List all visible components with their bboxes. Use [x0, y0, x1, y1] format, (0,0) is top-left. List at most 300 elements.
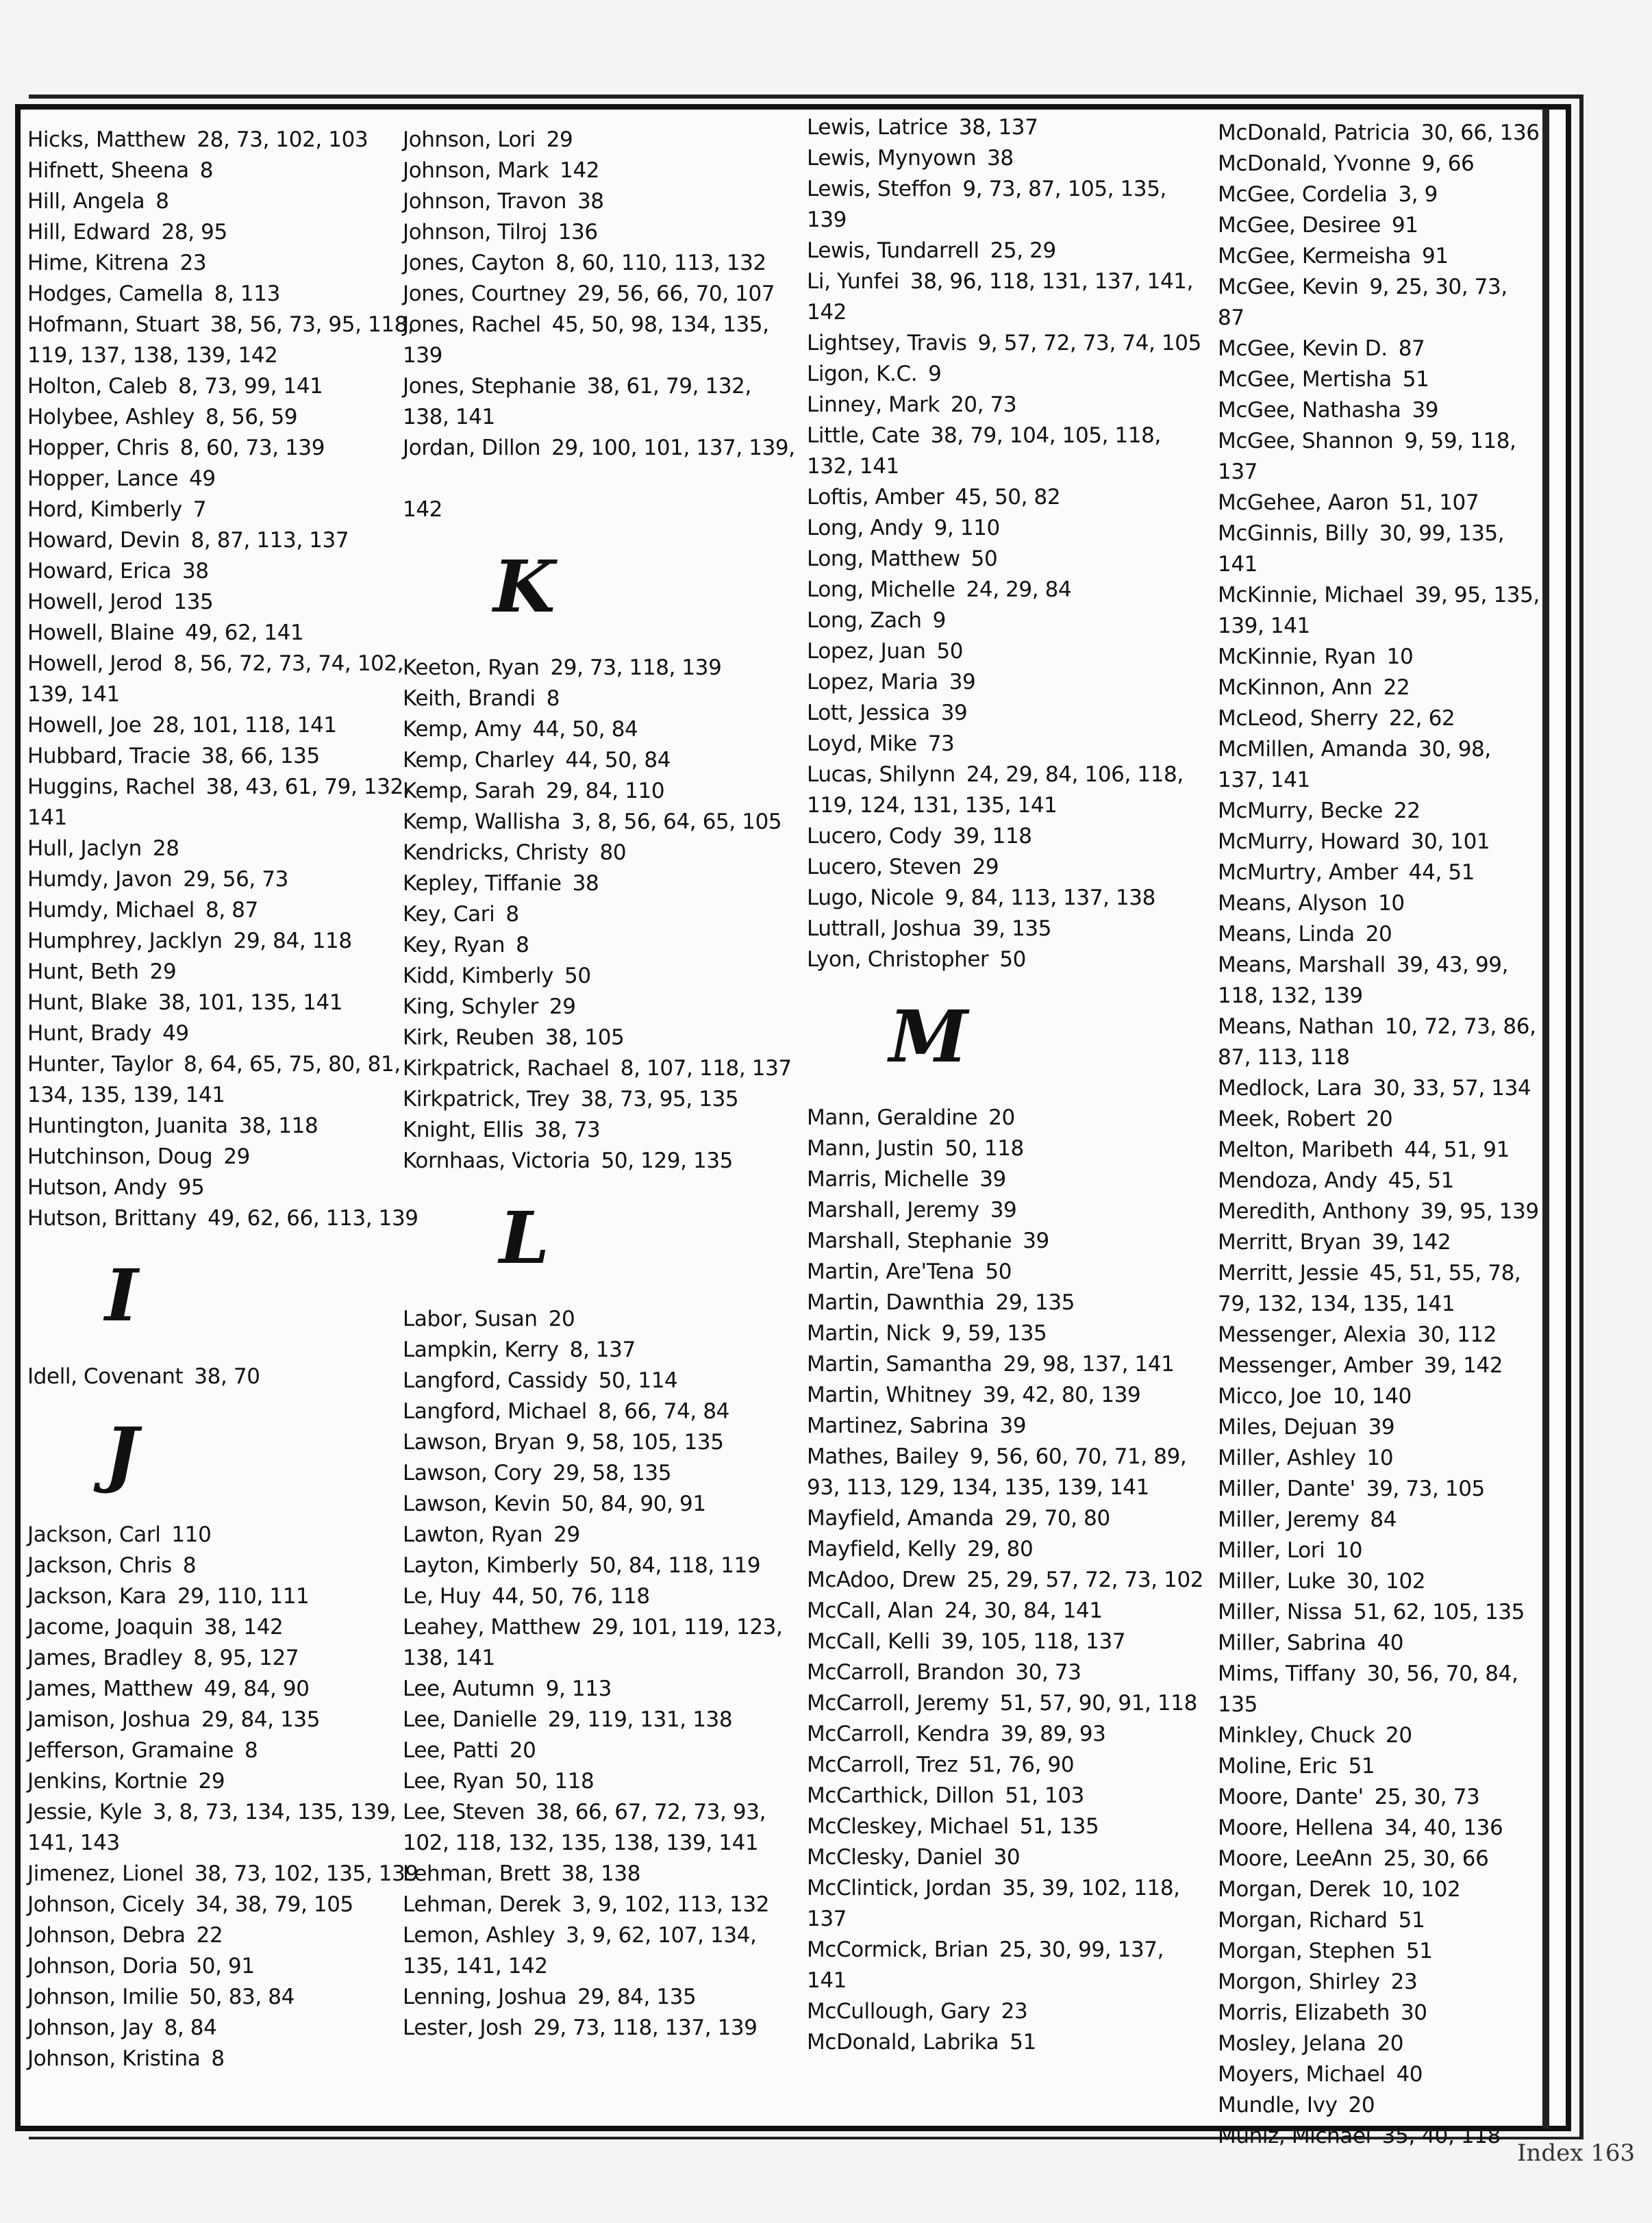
entry-pages: 30, 99, 135, 141 — [1218, 521, 1505, 577]
entry-pages: 22 — [1393, 799, 1421, 823]
entry-pages: 8 — [211, 2046, 225, 2071]
index-entry — [807, 1164, 1207, 1195]
index-entry — [403, 1674, 803, 1705]
index-entry — [403, 776, 803, 807]
index-entry — [27, 1142, 428, 1172]
entry-pages: 10, 72, 73, 86, 87, 113, 118 — [1218, 1014, 1536, 1070]
entry-name: Lewis, Latrice — [807, 115, 948, 140]
entry-name: Howard, Erica — [27, 559, 171, 583]
index-entry — [403, 807, 803, 838]
index-entry — [1218, 1535, 1540, 1566]
entry-name: Moore, Dante' — [1218, 1785, 1364, 1809]
index-entry — [1218, 118, 1540, 149]
entry-name: Howell, Joe — [27, 713, 142, 738]
entry-name: Johnson, Imilie — [27, 1985, 179, 2009]
entry-pages: 30, 112 — [1417, 1322, 1497, 1347]
index-entry — [807, 883, 1207, 914]
entry-pages: 20 — [548, 1307, 575, 1331]
entry-name: Keeton, Ryan — [403, 655, 540, 680]
index-entry — [403, 2013, 803, 2044]
entry-pages: 9, 59, 118, 137 — [1218, 429, 1516, 484]
entry-name: Lightsey, Travis — [807, 331, 967, 355]
entry-name: McCleskey, Michael — [807, 1814, 1009, 1839]
entry-pages: 8, 60, 73, 139 — [179, 436, 325, 460]
entry-pages: 51 — [1348, 1754, 1375, 1779]
entry-pages: 20 — [1377, 2031, 1404, 2056]
index-column-2 — [403, 125, 803, 2111]
entry-name: Miller, Dante' — [1218, 1477, 1355, 1501]
entry-pages: 39, 95, 135, 139, 141 — [1218, 583, 1540, 638]
index-entry — [807, 1442, 1207, 1503]
entry-pages: 50 — [564, 964, 591, 988]
entry-name: Langford, Michael — [403, 1399, 587, 1424]
index-entry — [403, 1146, 803, 1177]
section-letter: M — [888, 994, 968, 1079]
entry-name: McGee, Kevin D. — [1218, 336, 1388, 361]
entry-name: Miller, Ashley — [1218, 1446, 1356, 1470]
entry-pages: 20 — [1366, 1107, 1393, 1131]
entry-name: Kirk, Reuben — [403, 1025, 534, 1050]
entry-pages: 45, 50, 82 — [955, 485, 1061, 510]
entry-pages: 29, 110, 111 — [177, 1584, 310, 1609]
index-entry — [807, 1103, 1207, 1133]
entry-name: McCullough, Gary — [807, 1999, 990, 2024]
entry-name: Miller, Nissa — [1218, 1600, 1343, 1624]
entry-pages: 38, 43, 61, 79, 132, 141 — [27, 775, 410, 830]
entry-name: Huggins, Rachel — [27, 775, 195, 799]
entry-pages: 39, 142 — [1423, 1353, 1503, 1378]
index-entry — [807, 1842, 1207, 1873]
entry-pages: 9, 113 — [545, 1676, 612, 1701]
index-entry — [27, 1172, 428, 1203]
entry-name: Lee, Patti — [403, 1738, 499, 1763]
entry-pages: 9 — [928, 362, 942, 386]
entry-pages: 29 — [223, 1144, 250, 1169]
entry-pages: 29, 58, 135 — [553, 1461, 672, 1485]
entry-pages: 29 — [546, 127, 573, 152]
index-entry — [403, 1735, 803, 1766]
entry-name: Howard, Devin — [27, 528, 180, 553]
entry-name: Lucero, Cody — [807, 824, 942, 849]
index-entry — [27, 1889, 428, 1920]
entry-pages: 30 — [1400, 2000, 1427, 2025]
entry-name: Jackson, Chris — [27, 1553, 172, 1578]
entry-pages: 9, 110 — [934, 516, 1000, 540]
index-entry — [1218, 1412, 1540, 1443]
entry-name: Hifnett, Sheena — [27, 158, 189, 183]
section-letter: K — [493, 544, 555, 629]
entry-name: Means, Linda — [1218, 922, 1355, 946]
entry-pages: 73 — [927, 731, 955, 756]
entry-name: Hodges, Camella — [27, 281, 203, 306]
index-entry — [27, 1951, 428, 1982]
entry-pages: 20 — [1348, 2093, 1375, 2118]
index-entry — [1218, 857, 1540, 888]
entry-name: McMurtry, Amber — [1218, 860, 1398, 885]
entry-pages: 29, 119, 131, 138 — [547, 1707, 733, 1732]
index-entry — [1218, 2029, 1540, 2059]
entry-pages: 29 — [198, 1769, 225, 1794]
entry-name: Little, Cate — [807, 423, 920, 448]
entry-name: Knight, Ellis — [403, 1118, 524, 1142]
entry-pages: 3, 9, 62, 107, 134, 135, 141, 142 — [403, 1923, 757, 1979]
index-entry — [807, 1596, 1207, 1627]
index-entry — [27, 125, 428, 155]
index-entry — [807, 914, 1207, 944]
index-entry — [1218, 1505, 1540, 1535]
entry-pages: 38, 56, 73, 95, 118, 119, 137, 138, 139, 142 — [27, 312, 414, 368]
entry-name: Lee, Autumn — [403, 1676, 535, 1701]
entry-name: McCarthick, Dillon — [807, 1783, 994, 1808]
entry-pages: 24, 30, 84, 141 — [944, 1598, 1103, 1623]
entry-pages: 39, 43, 99, 118, 132, 139 — [1218, 953, 1509, 1008]
entry-pages: 28 — [152, 836, 179, 861]
section-letter: J — [104, 1411, 139, 1496]
index-entry — [27, 1018, 428, 1049]
entry-name: Johnson, Debra — [27, 1923, 186, 1948]
index-entry — [27, 556, 428, 587]
entry-name: McCarroll, Jeremy — [807, 1691, 989, 1716]
index-entry — [1218, 334, 1540, 364]
entry-pages: 50, 83, 84 — [189, 1985, 295, 2009]
index-entry — [1218, 703, 1540, 734]
entry-pages: 39, 142 — [1371, 1230, 1451, 1255]
entry-name: McMillen, Amanda — [1218, 737, 1408, 762]
index-entry — [1218, 2059, 1540, 2090]
index-entry — [403, 1458, 803, 1489]
index-entry — [1218, 1474, 1540, 1505]
entry-pages: 49, 84, 90 — [203, 1676, 310, 1701]
index-entry — [403, 279, 803, 310]
entry-name: Miller, Lori — [1218, 1538, 1325, 1563]
entry-pages: 30, 101 — [1410, 829, 1490, 854]
index-entry — [807, 1133, 1207, 1164]
entry-name: Huntington, Juanita — [27, 1114, 228, 1138]
entry-name: Jones, Cayton — [403, 251, 545, 275]
index-entry — [807, 1195, 1207, 1226]
index-entry — [807, 236, 1207, 266]
index-column-3 — [807, 112, 1207, 2098]
entry-pages: 8, 87 — [205, 898, 258, 922]
index-entry — [27, 1643, 428, 1674]
entry-pages: 8 — [199, 158, 214, 183]
index-entry — [1218, 1751, 1540, 1782]
index-entry — [27, 310, 428, 371]
entry-pages: 8 — [182, 1553, 197, 1578]
entry-name: Mims, Tiffany — [1218, 1661, 1356, 1686]
entry-pages: 50, 84, 118, 119 — [589, 1553, 761, 1578]
index-entry — [1218, 488, 1540, 518]
entry-pages: 142 — [560, 158, 600, 183]
entry-pages: 38, 142 — [203, 1615, 284, 1640]
entry-name: Johnson, Kristina — [27, 2046, 201, 2071]
index-entry — [403, 1396, 803, 1427]
entry-name: Langford, Cassidy — [403, 1368, 588, 1393]
entry-pages: 50 — [971, 547, 998, 571]
index-entry — [27, 1920, 428, 1951]
index-entry — [403, 838, 803, 868]
entry-name: Lewis, Mynyown — [807, 146, 977, 171]
entry-name: Micco, Joe — [1218, 1384, 1322, 1409]
entry-pages: 29 — [972, 855, 999, 879]
entry-name: Kemp, Charley — [403, 748, 555, 773]
index-entry — [403, 1581, 803, 1612]
entry-name: Morgan, Stephen — [1218, 1939, 1395, 1963]
entry-name: Long, Zach — [807, 608, 922, 633]
index-entry — [403, 186, 803, 217]
index-entry — [1218, 1936, 1540, 1967]
entry-pages: 24, 29, 84 — [966, 577, 1072, 602]
entry-name: Miller, Jeremy — [1218, 1507, 1360, 1532]
entry-pages: 38, 96, 118, 131, 137, 141, 142 — [807, 269, 1194, 325]
entry-pages: 38, 101, 135, 141 — [158, 990, 343, 1015]
entry-pages: 34, 40, 136 — [1384, 1816, 1503, 1840]
entry-name: Kemp, Sarah — [403, 779, 536, 803]
entry-name: Jackson, Carl — [27, 1522, 161, 1547]
index-entry — [807, 112, 1207, 143]
entry-pages: 49, 62, 141 — [185, 620, 304, 645]
entry-name: Lucero, Steven — [807, 855, 962, 879]
entry-pages: 51, 135 — [1019, 1814, 1099, 1839]
index-entry — [1218, 888, 1540, 919]
entry-name: Hopper, Lance — [27, 466, 178, 491]
index-entry — [27, 1550, 428, 1581]
entry-pages: 3, 9, 102, 113, 132 — [571, 1892, 770, 1917]
entry-name: Linney, Mark — [807, 392, 940, 417]
entry-name: Lopez, Juan — [807, 639, 926, 664]
entry-name: Humdy, Javon — [27, 867, 173, 892]
entry-name: Lugo, Nicole — [807, 886, 934, 910]
index-entry — [403, 433, 803, 464]
index-entry — [807, 266, 1207, 328]
index-entry — [1218, 580, 1540, 642]
entry-name: Hord, Kimberly — [27, 497, 182, 522]
entry-name: Kirkpatrick, Trey — [403, 1087, 570, 1112]
entry-name: Jordan, Dillon — [403, 436, 541, 460]
entry-pages: 29, 101, 119, 123, 138, 141 — [403, 1615, 783, 1670]
index-entry — [27, 433, 428, 464]
entry-pages: 28, 101, 118, 141 — [152, 713, 337, 738]
entry-name: Jackson, Kara — [27, 1584, 166, 1609]
entry-name: Ligon, K.C. — [807, 362, 918, 386]
index-entry — [807, 821, 1207, 852]
index-entry — [27, 741, 428, 772]
entry-name: Meredith, Anthony — [1218, 1199, 1410, 1224]
entry-pages: 44, 50, 84 — [532, 717, 638, 742]
entry-pages: 8 — [505, 902, 519, 927]
entry-name: Labor, Susan — [403, 1307, 538, 1331]
entry-pages: 3, 9 — [1398, 182, 1438, 207]
index-entry — [27, 710, 428, 741]
index-entry — [403, 1705, 803, 1735]
entry-pages: 10 — [1378, 891, 1405, 916]
entry-name: Holybee, Ashley — [27, 405, 195, 429]
index-entry — [403, 1084, 803, 1115]
entry-pages: 50, 118 — [514, 1769, 595, 1794]
index-entry — [27, 833, 428, 864]
entry-name: Mayfield, Kelly — [807, 1537, 957, 1561]
index-entry — [403, 745, 803, 776]
entry-name: Johnson, Tilroj — [403, 220, 547, 244]
entry-pages: 8, 73, 99, 141 — [178, 374, 323, 399]
entry-name: Lenning, Joshua — [403, 1985, 567, 2009]
entry-pages: 8, 107, 118, 137 — [620, 1056, 792, 1081]
entry-pages: 39, 89, 93 — [1000, 1722, 1106, 1746]
entry-pages: 49 — [189, 466, 216, 491]
index-entry — [1218, 364, 1540, 395]
entry-pages: 10, 140 — [1332, 1384, 1412, 1409]
entry-pages: 39 — [1412, 398, 1439, 423]
entry-name: Hutson, Brittany — [27, 1206, 197, 1231]
entry-name: Merritt, Jessie — [1218, 1261, 1359, 1285]
entry-name: Howell, Jerod — [27, 590, 163, 614]
entry-name: McDonald, Patricia — [1218, 121, 1410, 145]
entry-pages: 23 — [1001, 1999, 1028, 2024]
index-entry — [27, 279, 428, 310]
entry-pages: 29, 84, 118 — [233, 929, 352, 953]
entry-name: Johnson, Travon — [403, 189, 566, 214]
entry-name: Loftis, Amber — [807, 485, 944, 510]
entry-name: Means, Marshall — [1218, 953, 1386, 977]
entry-pages: 51, 62, 105, 135 — [1353, 1600, 1525, 1624]
index-entry — [807, 729, 1207, 759]
entry-name: Johnson, Lori — [403, 127, 536, 152]
index-entry — [807, 174, 1207, 236]
entry-pages: 25, 30, 73 — [1374, 1785, 1480, 1809]
index-entry — [807, 1811, 1207, 1842]
entry-name: McGee, Kermeisha — [1218, 244, 1411, 268]
entry-name: McGehee, Aaron — [1218, 490, 1389, 515]
entry-pages: 91 — [1422, 244, 1449, 268]
entry-name: Idell, Covenant — [27, 1364, 184, 1389]
index-entry — [1218, 1443, 1540, 1474]
page-folio: Index 163 — [1517, 2139, 1636, 2167]
entry-name: Martin, Samantha — [807, 1352, 992, 1377]
entry-pages: 8, 64, 65, 75, 80, 81, 134, 135, 139, 141 — [27, 1052, 401, 1107]
entry-name: Kemp, Amy — [403, 717, 522, 742]
entry-pages: 20 — [1365, 922, 1392, 946]
entry-pages: 30, 73 — [1015, 1660, 1081, 1685]
index-entry — [1218, 179, 1540, 210]
entry-pages: 29, 56, 73 — [183, 867, 288, 892]
entry-pages: 9, 25, 30, 73, 87 — [1218, 275, 1507, 330]
index-entry — [1218, 1813, 1540, 1844]
entry-name: Mendoza, Andy — [1218, 1168, 1377, 1193]
entry-name: Moore, Hellena — [1218, 1816, 1374, 1840]
index-entry — [807, 143, 1207, 174]
entry-pages: 8, 87, 113, 137 — [190, 528, 349, 553]
entry-name: McGee, Mertisha — [1218, 367, 1392, 392]
entry-name: Jacome, Joaquin — [27, 1615, 193, 1640]
section-letter: L — [499, 1196, 550, 1280]
index-entry — [27, 864, 428, 895]
entry-name: Howell, Jerod — [27, 651, 163, 676]
entry-name: McKinnon, Ann — [1218, 675, 1373, 700]
index-entry — [1218, 1659, 1540, 1720]
entry-pages: 39, 118 — [953, 824, 1032, 849]
entry-name: Moline, Eric — [1218, 1754, 1338, 1779]
index-entry — [1218, 1166, 1540, 1196]
index-entry — [1218, 642, 1540, 673]
entry-name: McGee, Kevin — [1218, 275, 1359, 299]
entry-name: Meek, Robert — [1218, 1107, 1355, 1131]
entry-pages: 20, 73 — [950, 392, 1017, 417]
entry-pages: 39, 73, 105 — [1366, 1477, 1485, 1501]
entry-name: Lemon, Ashley — [403, 1923, 555, 1948]
index-entry — [403, 653, 803, 683]
entry-name: Johnson, Jay — [27, 2015, 153, 2040]
entry-pages: 29, 98, 137, 141 — [1003, 1352, 1175, 1377]
entry-name: Kornhaas, Victoria — [403, 1148, 590, 1173]
index-entry — [27, 1735, 428, 1766]
entry-name: Jamison, Joshua — [27, 1707, 190, 1732]
entry-name: McLeod, Sherry — [1218, 706, 1379, 731]
entry-name: Hicks, Matthew — [27, 127, 186, 152]
entry-pages: 38, 79, 104, 105, 118, 132, 141 — [807, 423, 1161, 479]
entry-pages: 38, 137 — [958, 115, 1038, 140]
entry-name: Johnson, Doria — [27, 1954, 178, 1979]
entry-pages: 39, 135 — [972, 916, 1052, 941]
section-letter: I — [105, 1253, 138, 1337]
index-entry — [403, 1115, 803, 1146]
frame-edge — [1542, 108, 1549, 2128]
index-entry — [403, 1889, 803, 1920]
entry-name: McClintick, Jordan — [807, 1876, 992, 1900]
entry-name: Marris, Michelle — [807, 1167, 969, 1192]
entry-pages: 38, 66, 135 — [201, 744, 320, 768]
index-entry — [1218, 1998, 1540, 2029]
entry-pages: 51 — [1405, 1939, 1433, 1963]
entry-pages: 30 — [993, 1845, 1021, 1870]
index-entry — [27, 1705, 428, 1735]
index-entry — [403, 1022, 803, 1053]
index-entry — [403, 683, 803, 714]
entry-pages: 87 — [1398, 336, 1425, 361]
entry-pages: 38, 61, 79, 132, 138, 141 — [403, 374, 751, 429]
entry-name: Jones, Rachel — [403, 312, 541, 337]
entry-pages: 38 — [182, 559, 209, 583]
entry-name: Miles, Dejuan — [1218, 1415, 1357, 1440]
entry-pages: 29, 70, 80 — [1005, 1506, 1110, 1531]
entry-name: McCormick, Brian — [807, 1937, 988, 1962]
entry-pages: 29, 56, 66, 70, 107 — [577, 281, 775, 306]
index-entry — [27, 2044, 428, 2074]
entry-name: Jenkins, Kortnie — [27, 1769, 188, 1794]
index-entry — [1218, 518, 1540, 580]
entry-pages: 49, 62, 66, 113, 139 — [208, 1206, 418, 1231]
index-entry — [807, 1719, 1207, 1750]
index-entry — [807, 1288, 1207, 1318]
index-entry — [403, 494, 803, 525]
index-entry — [1218, 1782, 1540, 1813]
entry-pages: 20 — [1386, 1723, 1412, 1748]
entry-name: Lawton, Ryan — [403, 1522, 543, 1547]
index-entry — [1218, 1227, 1540, 1258]
entry-name: McAdoo, Drew — [807, 1568, 956, 1592]
entry-name: Lyon, Christopher — [807, 947, 989, 972]
entry-pages: 136 — [558, 220, 598, 244]
entry-name: Mosley, Jelana — [1218, 2031, 1366, 2056]
entry-name: McCall, Alan — [807, 1598, 934, 1623]
index-entry — [807, 1503, 1207, 1534]
index-entry — [807, 1750, 1207, 1781]
index-entry — [1218, 1905, 1540, 1936]
entry-name: Hill, Edward — [27, 220, 151, 244]
index-entry — [807, 575, 1207, 605]
index-entry — [807, 605, 1207, 636]
entry-name: Holton, Caleb — [27, 374, 168, 399]
entry-pages: 135 — [173, 590, 214, 614]
